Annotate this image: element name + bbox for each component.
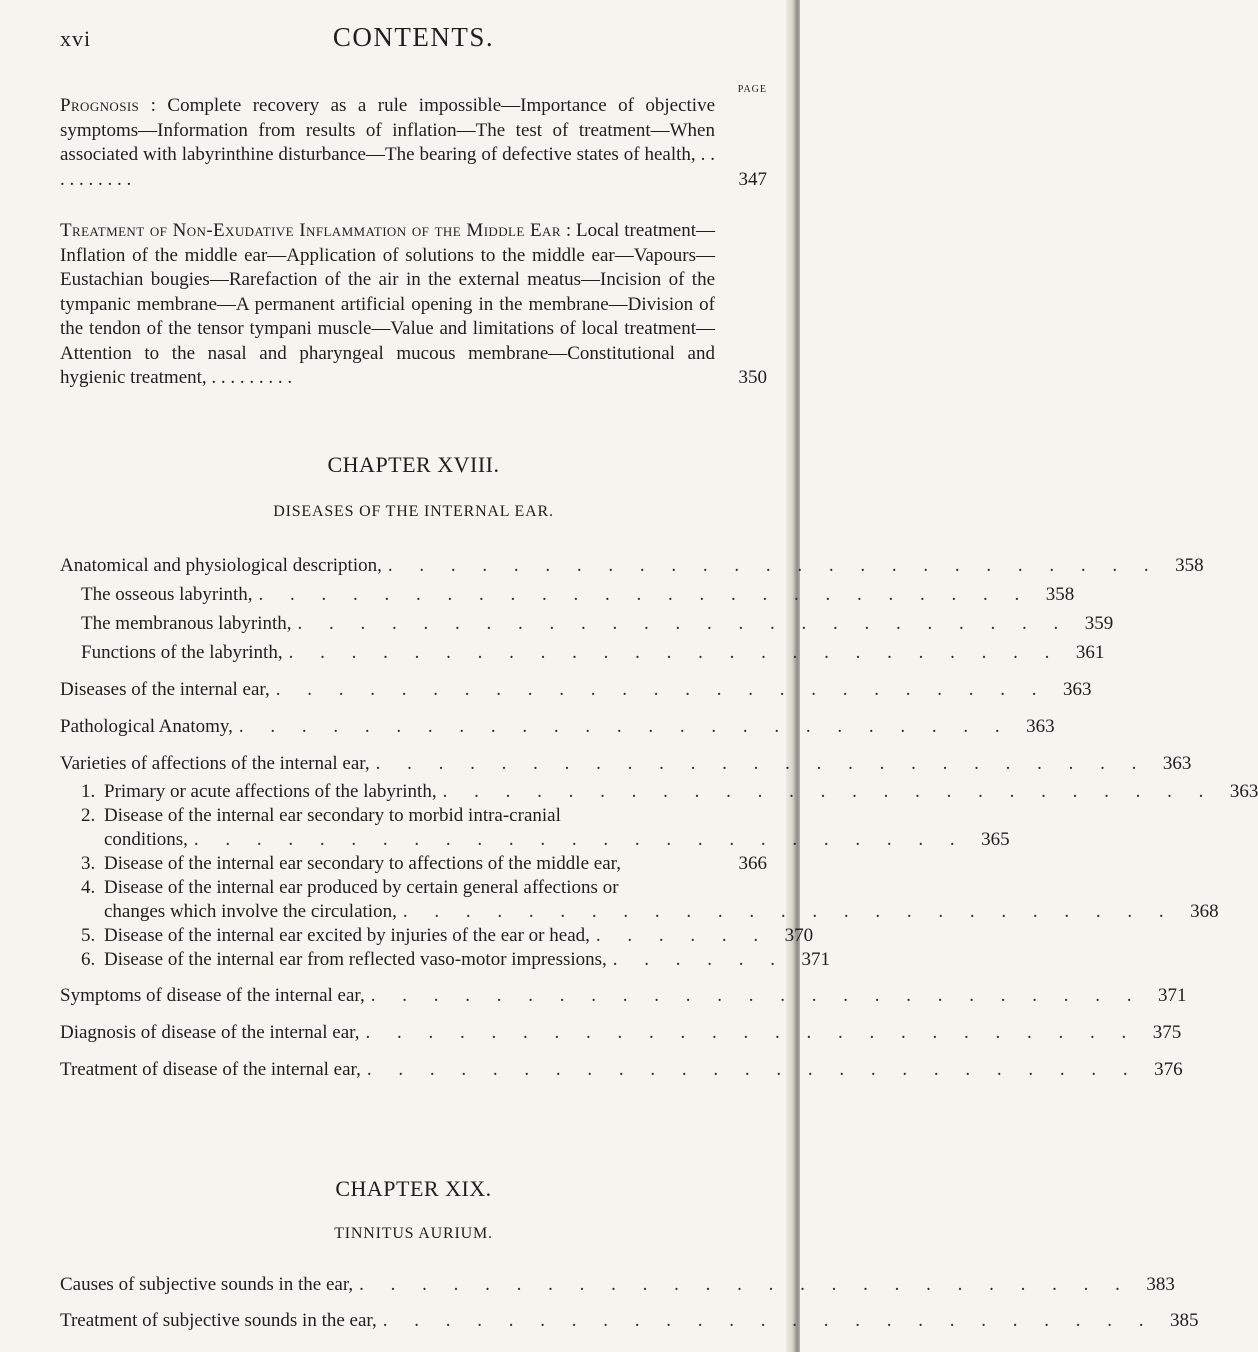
toc-entry: Functions of the labyrinth, . . . . . . . . . . . . . . . . . . . . . . . . . 361 [81,642,1105,663]
treatment-text: : Local treatment—Inflation of the middle ear—Application of solutions to the middle ear—Vapours—Eustachian bougies—Rarefaction of the air in the external meatus—Incision of the tympanic membrane—A permanent artificial opening in the membrane—Division of the tendon of the tensor tympani muscle—Value and limitations of local treatment—Attention to the nasal and pharyngeal mucous membrane—Constitutional and hygienic treatment, [60,220,715,388]
prognosis-title: Prognosis [60,95,140,116]
toc-entry: Treatment of subjective sounds in the ear, . . . . . . . . . . . . . . . . . . . . . . . . . 385 [60,1310,1199,1331]
toc-entry: Pathological Anatomy, . . . . . . . . . . . . . . . . . . . . . . . . . 363 [60,716,1055,737]
toc-entry: Diseases of the internal ear, . . . . . . . . . . . . . . . . . . . . . . . . . 363 [60,679,1092,700]
treatment-title: Treatment of Non-Exudative Inflammation of the Middle Ear [60,220,561,241]
chapter-19-subtitle: TINNITUS AURIUM. [334,1225,493,1242]
treatment-page: 350 [738,367,767,388]
toc-entry: Varieties of affections of the internal ear, . . . . . . . . . . . . . . . . . . . . . . . . . 363 [60,753,1192,774]
running-title: CONTENTS. [332,22,495,52]
toc-entry: 5. Disease of the internal ear excited by injuries of the ear or head, . . . . . . 370 [81,925,814,946]
toc-entry: Treatment of disease of the internal ear, . . . . . . . . . . . . . . . . . . . . . . . . . 376 [60,1059,1183,1080]
toc-entry: 4. Disease of the internal ear produced by certain general affections or [81,877,619,898]
toc-entry: 2. Disease of the internal ear secondary to morbid intra-cranial [81,805,561,826]
toc-entry-continuation: conditions, . . . . . . . . . . . . . . . . . . . . . . . . . 365 [104,829,1010,850]
toc-entry: The membranous labyrinth, . . . . . . . . . . . . . . . . . . . . . . . . . 359 [81,613,1114,634]
toc-entry: 1. Primary or acute affections of the labyrinth, . . . . . . . . . . . . . . . . . . . . . . . . . 363 [81,781,1258,802]
page-edge-shadow [786,0,800,1352]
toc-entry: Causes of subjective sounds in the ear, . . . . . . . . . . . . . . . . . . . . . . . . . 383 [60,1274,1175,1295]
toc-entry: 3. Disease of the internal ear secondary to affections of the middle ear, 366 [81,853,767,874]
prognosis-text: : Complete recovery as a rule impossible—Importance of objective symptoms—Information from results of inflation—The test of treatment—When associated with labyrinthine disturbance—The bearing of defective states of health, [60,95,716,165]
toc-entry: The osseous labyrinth, . . . . . . . . . . . . . . . . . . . . . . . . . 358 [81,584,1075,605]
page-column-label: PAGE [737,84,767,95]
chapter-18-title: CHAPTER XVIII. [327,452,500,477]
toc-entry-continuation: changes which involve the circulation, . . . . . . . . . . . . . . . . . . . . . . . . . 368 [104,901,1219,922]
folio: xvi [60,26,92,51]
treatment-entry: Treatment of Non-Exudative Inflammation of the Middle Ear : Local treatment—Inflation of the middle ear—Application of solutions to the middle ear—Vapours—Eustachian bougies—Rarefaction of the air in the external meatus—Incision of the tympanic membrane—A permanent artificial opening in the membrane—Division of the tendon of the tensor tympani muscle—Value and limitations of local treatment—Attention to the nasal and pharyngeal mucous membrane—Constitutional and hygienic treatment, . . . . . . . . . 350 [60,219,767,391]
toc-entry: Diagnosis of disease of the internal ear, . . . . . . . . . . . . . . . . . . . . . . . . . 375 [60,1022,1182,1043]
toc-entry: Symptoms of disease of the internal ear, . . . . . . . . . . . . . . . . . . . . . . . . . 371 [60,985,1187,1006]
prognosis-page: 347 [738,168,767,190]
chapter-19-title: CHAPTER XIX. [335,1176,492,1201]
prognosis-entry: Prognosis : Complete recovery as a rule impossible—Importance of objective symptoms—Information from results of inflation—The test of treatment—When associated with labyrinthine disturbance—The bearing of defective states of health, . . . . . . . . . . 347 [60,94,767,192]
toc-entry: Anatomical and physiological description, . . . . . . . . . . . . . . . . . . . . . . . . . 358 [60,555,1204,576]
running-head [60,22,767,62]
chapter-18-subtitle: DISEASES OF THE INTERNAL EAR. [273,503,554,520]
toc-entry: 6. Disease of the internal ear from reflected vaso-motor impressions, . . . . . . 371 [81,949,831,970]
